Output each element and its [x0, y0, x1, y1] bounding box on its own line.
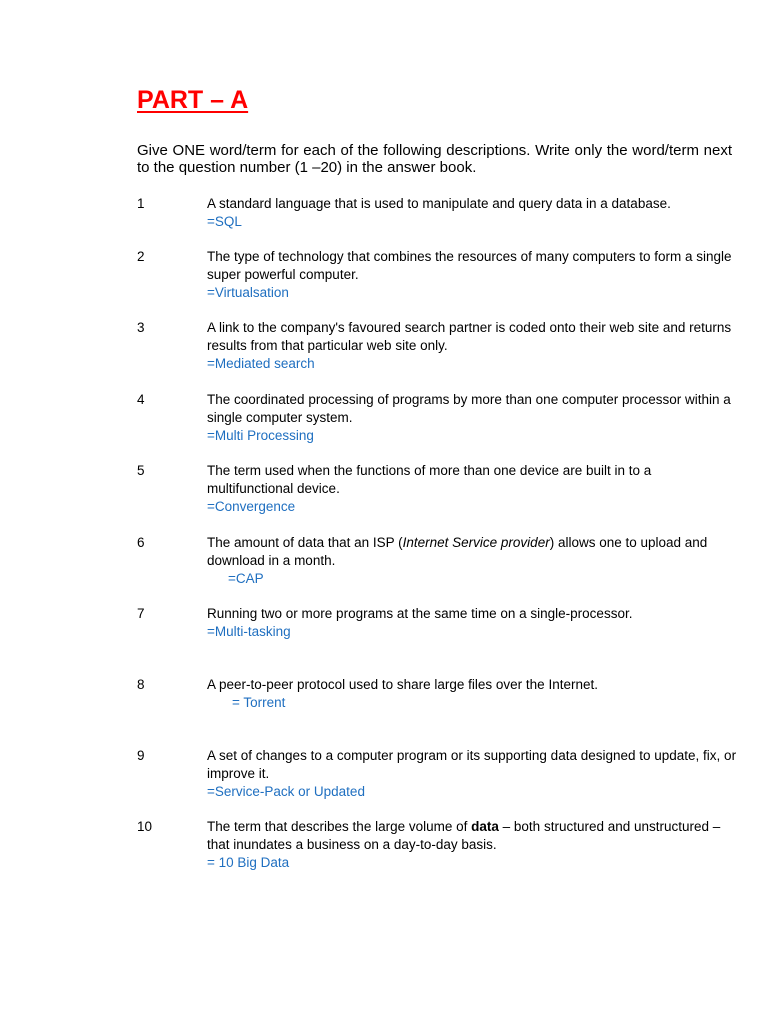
question-item — [207, 605, 737, 641]
question-item — [207, 391, 737, 445]
question-text: The term used when the functions of more than one device are built in to a multifunctional device. — [207, 463, 652, 496]
question-item — [207, 319, 737, 373]
question-item — [207, 534, 737, 588]
question-number: 5 — [137, 463, 145, 478]
question-text-part: – both structured and unstructured – that inundates a business on a day-to-day basis. — [207, 819, 721, 852]
question-number: 8 — [137, 677, 145, 692]
question-number: 1 — [137, 196, 145, 211]
question-text — [207, 534, 737, 570]
question-number: 9 — [137, 748, 145, 763]
answer-text: =Convergence — [207, 499, 296, 514]
question-text: The coordinated processing of programs by more than one computer processor within a single computer system. — [207, 392, 731, 425]
question-number: 4 — [137, 392, 145, 407]
question-text: Running two or more programs at the same time on a single-processor. — [207, 606, 633, 621]
question-text: A set of changes to a computer program or its supporting data designed to update, fix, or improve it. — [207, 748, 737, 781]
part-title: PART – A — [137, 86, 249, 114]
question-text — [207, 818, 737, 854]
question-text-part: The amount of data that an ISP ( — [207, 535, 403, 550]
answer-text: =Multi-tasking — [207, 624, 291, 639]
question-text-part: ) allows one to upload and download in a month. — [207, 535, 708, 568]
answer-text: =CAP — [228, 571, 264, 586]
question-item — [207, 676, 737, 712]
question-text-italic: Internet Service provider — [402, 535, 550, 550]
question-item — [207, 248, 737, 302]
question-item — [207, 195, 737, 231]
answer-text: = Torrent — [232, 695, 286, 710]
question-text: A standard language that is used to manipulate and query data in a database. — [207, 196, 671, 211]
question-text: A link to the company's favoured search partner is coded onto their web site and returns results from that particular web site only. — [207, 320, 732, 353]
question-number: 7 — [137, 606, 145, 621]
question-text: The type of technology that combines the resources of many computers to form a single super powerful computer. — [207, 249, 732, 282]
instructions: Give ONE word/term for each of the following descriptions. Write only the word/term next to the question number (1 –20) in the answer book. — [137, 142, 732, 176]
answer-text: =Service-Pack or Updated — [207, 784, 365, 799]
question-number: 2 — [137, 249, 145, 264]
question-number: 6 — [137, 535, 145, 550]
answer-text: =SQL — [207, 214, 242, 229]
question-text-bold: data — [471, 819, 499, 834]
question-number: 10 — [137, 819, 153, 834]
question-number: 3 — [137, 320, 145, 335]
answer-text: =Multi Processing — [207, 428, 314, 443]
question-item — [207, 462, 737, 516]
answer-text: =Virtualsation — [207, 285, 289, 300]
question-text: A peer-to-peer protocol used to share large files over the Internet. — [207, 677, 598, 692]
answer-text: = 10 Big Data — [207, 855, 290, 870]
answer-text: =Mediated search — [207, 356, 315, 371]
question-item — [207, 818, 737, 872]
question-text-part: The term that describes the large volume of — [207, 819, 472, 834]
question-item — [207, 747, 737, 801]
